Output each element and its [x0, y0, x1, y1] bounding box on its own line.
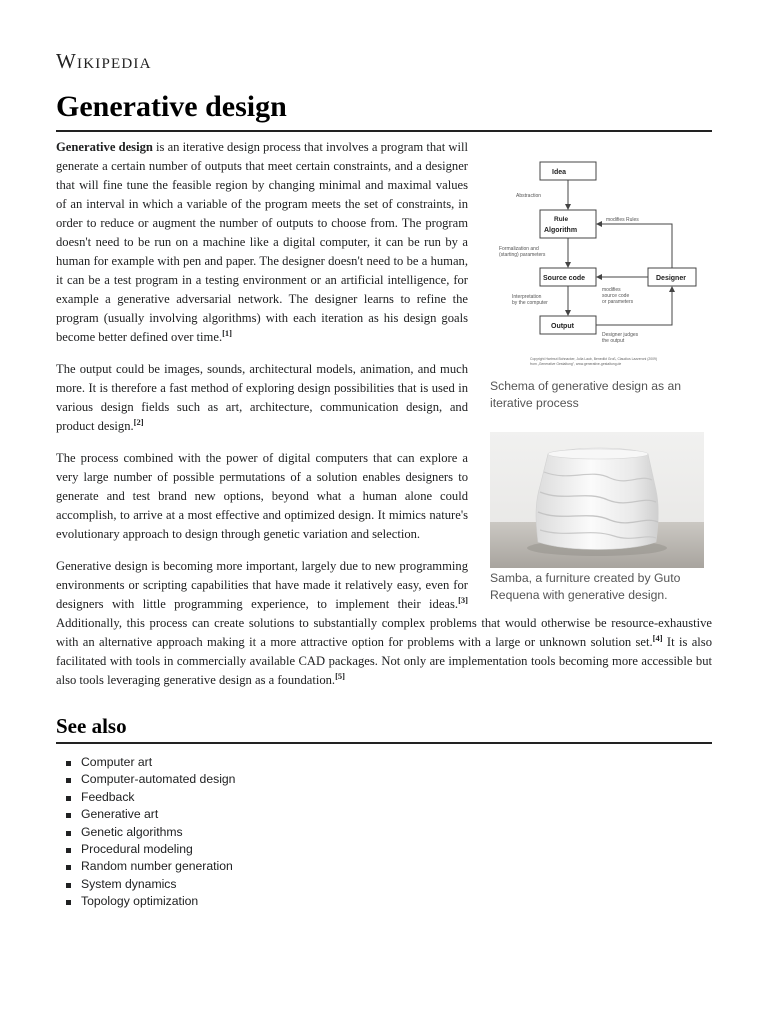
- modifies-label-2: source code: [602, 293, 630, 299]
- citation-link-5[interactable]: [5]: [335, 670, 346, 681]
- citation-link-1[interactable]: [1]: [222, 327, 233, 338]
- idea-label: Idea: [552, 169, 567, 176]
- see-also-link[interactable]: Generative art: [66, 806, 712, 823]
- schema-caption: Schema of generative design as an iterative process: [490, 379, 682, 410]
- see-also-heading: See also: [56, 712, 712, 744]
- see-also-link[interactable]: Topology optimization: [66, 893, 712, 910]
- page-title: Generative design: [56, 88, 712, 132]
- see-also-link[interactable]: Procedural modeling: [66, 841, 712, 858]
- see-also-list: [66, 754, 712, 911]
- paragraph-4-text-b: Additionally, this process can create solutions to substantially complex problems that would otherwise be resource-exhaustive with an alternative approach making it a more attractive option for problems with a large or unknown solution set.: [56, 616, 712, 649]
- interpretation-label-2: by the computer: [512, 300, 548, 306]
- paragraph-1-text: is an iterative design process that involves a program that will generate a certain number of outputs that meet certain constraints, and a designer that will fine tune the feasible region by changing minimal and maximal values of an interval in which a variable of the program meets the set of constraints, in order to reduce or augment the number of outputs to choose from. The program doesn't need to be run on a machine like a digital computer, it can be run by a human for example with pen and paper. The designer doesn't need to be a human, it can be a test program in a testing environment or an artificial intelligence, for example a generative adversarial network. The designer learns to refine the program (usually involving algorithms) with each iteration as his design goals become better defined over time.: [56, 140, 469, 344]
- rule-label: Rule: [554, 216, 569, 223]
- citation-link-2[interactable]: [2]: [133, 416, 144, 427]
- formalization-label-2: (starting) parameters: [499, 252, 546, 258]
- article-lead-term: Generative design: [56, 140, 153, 154]
- source-code-label: Source code: [543, 275, 586, 282]
- copyright-label-1: Copyright Hartmut Bohnacker, Julia Laub, Benedikt Groß, Claudius Lazzeroni (2009): [530, 357, 658, 361]
- see-also-link[interactable]: Computer art: [66, 754, 712, 771]
- see-also-link[interactable]: System dynamics: [66, 876, 712, 893]
- figure-column: [490, 144, 712, 604]
- article-page: [56, 48, 712, 911]
- paragraph-2-text: The output could be images, sounds, architectural models, animation, and much more. It is therefore a fast method of exploring design possibilities that is used in various design fields such as art, architecture, communication design, and product design.: [56, 362, 468, 433]
- see-also-link[interactable]: Computer-automated design: [66, 771, 712, 788]
- modifies-rules-label: modifies Rules: [606, 217, 639, 223]
- modifies-label-1: modifies: [602, 287, 621, 293]
- idea-box: [540, 162, 596, 180]
- algorithm-label: Algorithm: [544, 227, 578, 234]
- citation-link-4[interactable]: [4]: [652, 632, 663, 643]
- samba-caption: Samba, a furniture created by Guto Requena with generative design.: [490, 571, 681, 602]
- judges-label-2: the output: [602, 338, 625, 344]
- paragraph-4-text-c: It is also facilitated with tools in commercially available CAD packages. Not only are implementation tools becoming more accessible but also tools leveraging generative design as a foundation.: [56, 635, 712, 687]
- modifies-label-3: or parameters: [602, 299, 634, 305]
- paragraph-4-text-a: Generative design is becoming more important, largely due to new programming environments or scripting capabilities that have made it relatively easy, even for designers with little programming experience, to implement their ideas.: [56, 559, 468, 611]
- copyright-label-2: from „Generative Gestaltung", www.generative-gestaltung.de: [530, 362, 622, 366]
- wikipedia-wordmark[interactable]: Wikipedia: [56, 49, 152, 73]
- samba-furniture-photo[interactable]: [490, 432, 704, 568]
- output-label: Output: [551, 323, 574, 330]
- designer-label: Designer: [656, 275, 686, 282]
- citation-link-3[interactable]: [3]: [458, 594, 468, 605]
- formalization-label-1: Formalization and: [499, 246, 539, 252]
- schema-diagram: [490, 144, 712, 376]
- judges-label-1: Designer judges: [602, 332, 639, 338]
- abstraction-label: Abstraction: [516, 193, 542, 199]
- samba-furniture-image: [490, 432, 704, 568]
- see-also-link[interactable]: Random number generation: [66, 858, 712, 875]
- paragraph-3-text: The process combined with the power of digital computers that can explore a very large number of possible permutations of a solution enables designers to generate and test brand new options, beyond what a human alone could accomplish, to arrive at a most effective and optimized design. It mimics nature's evolutionary approach to design through genetic variation and selection.: [56, 451, 468, 541]
- interpretation-label-1: Interpretation: [512, 294, 542, 300]
- see-also-link[interactable]: Feedback: [66, 789, 712, 806]
- article-body: [56, 138, 712, 911]
- see-also-link[interactable]: Genetic algorithms: [66, 824, 712, 841]
- generative-design-schema-figure[interactable]: [490, 144, 712, 376]
